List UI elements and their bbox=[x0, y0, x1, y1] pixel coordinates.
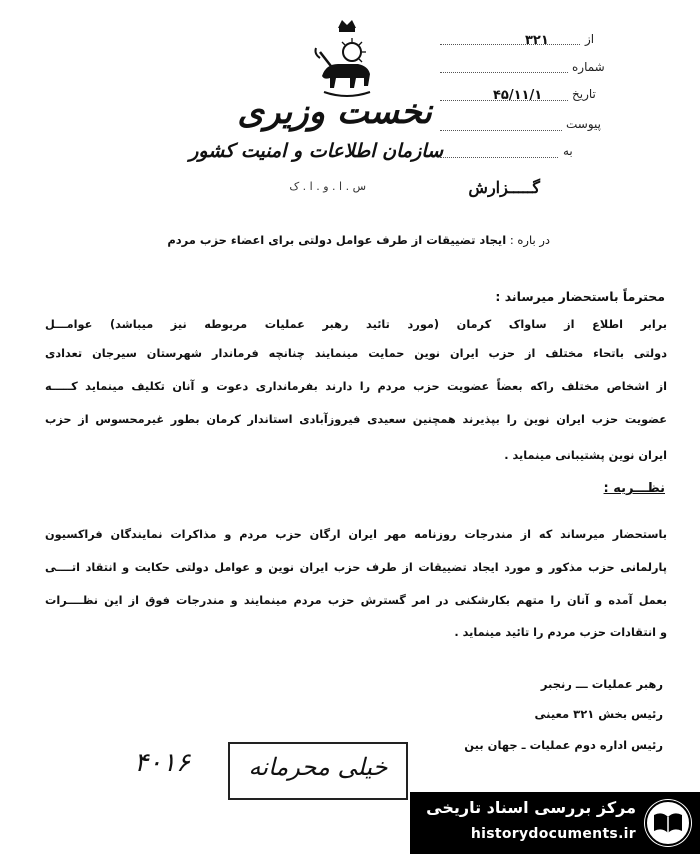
subject-text: ایجاد تضییقات از طرف عوامل دولتی برای اعضاء حزب مردم bbox=[167, 233, 507, 247]
opinion-title: نظـــریه : bbox=[603, 481, 665, 496]
subject-label: در باره : bbox=[509, 233, 550, 247]
organization-subtitle: سازمان اطلاعات و امنیت کشور bbox=[189, 140, 443, 162]
opinion-line-3: بعمل آمده و آنان را متهم بکارشکنی در امر گسترش حزب مردم مینمایند و مندرجات فوق از این نظــــرات bbox=[45, 594, 667, 607]
watermark-url: historydocuments.ir bbox=[470, 826, 636, 842]
number-label: از bbox=[585, 32, 595, 46]
signature-section-head: رئیس بخش ۳۲۱ معینی bbox=[534, 707, 663, 721]
number-dotline bbox=[440, 44, 580, 45]
lion-and-sun-emblem-icon bbox=[312, 14, 382, 100]
signature-department-head: رئیس اداره دوم عملیات ـ جهان بین bbox=[464, 738, 663, 752]
opinion-line-4: و انتقادات حزب مردم را تائید مینماید . bbox=[454, 626, 667, 639]
shomare-label: شماره bbox=[572, 60, 605, 74]
body-line-5: ایران نوین پشتیبانی مینماید . bbox=[504, 449, 667, 462]
opinion-line-1: باستحضار میرساند که از مندرجات روزنامه مهر ایران ارگان حزب مردم و مذاکرات نمایندگان فراکسیون bbox=[45, 528, 667, 541]
date-label: تاریخ bbox=[572, 87, 596, 101]
watermark-title: مرکز بررسی اسناد تاریخی bbox=[426, 798, 636, 817]
body-line-4: عضویت حزب ایران نوین را بپذیرند همچنین سعیدی فیروزآبادی استاندار کرمان بطور غیرمحسوس از حزب bbox=[45, 413, 667, 426]
attachment-dotline bbox=[440, 130, 562, 131]
classification-stamp-text: خیلی محرمانه bbox=[248, 753, 388, 781]
organization-code: س . ا . و . ا . ک bbox=[289, 180, 366, 193]
greeting: محترماً باستحضار میرساند : bbox=[495, 289, 665, 304]
report-label: گـــــزارش bbox=[468, 178, 540, 197]
handwritten-number: ۴۰۱۶ bbox=[134, 748, 190, 778]
body-line-1: برابر اطلاع از ساواک کرمان (مورد تائید رهبر عملیات مربوطه نیز میباشد) عوامـــل bbox=[45, 318, 667, 331]
number-value: ۳۲۱ bbox=[525, 33, 549, 48]
opinion-line-2: پارلمانی حزب مذکور و مورد ایجاد تضییقات از طرف حزب ایران نوین و عوامل دولتی حکایت و انتقاد اتــــی bbox=[45, 561, 667, 574]
to-label: به bbox=[563, 144, 573, 158]
archive-logo-icon bbox=[644, 799, 692, 847]
body-line-2: دولتی باتحاء مختلف از حزب ایران نوین حمایت مینمایند چنانچه فرماندار شهرستان سیرجان تعدادی bbox=[45, 347, 667, 360]
body-line-3: از اشخاص مختلف راکه بعضاً عضویت حزب مردم را دارند بفرمانداری دعوت و آنان تکلیف مینماید کـــــه bbox=[45, 380, 667, 393]
organization-title: نخست وزیری bbox=[237, 92, 432, 132]
classification-stamp bbox=[228, 742, 408, 800]
shomare-dotline bbox=[440, 72, 568, 73]
to-dotline bbox=[440, 157, 558, 158]
date-value: ۴۵/۱۱/۱ bbox=[493, 88, 543, 103]
signature-operations-leader: رهبر عملیات ـــ رنجبر bbox=[540, 677, 663, 691]
watermark-banner bbox=[410, 792, 700, 854]
subject-line bbox=[118, 233, 550, 247]
attachment-label: پیوست bbox=[566, 117, 601, 131]
